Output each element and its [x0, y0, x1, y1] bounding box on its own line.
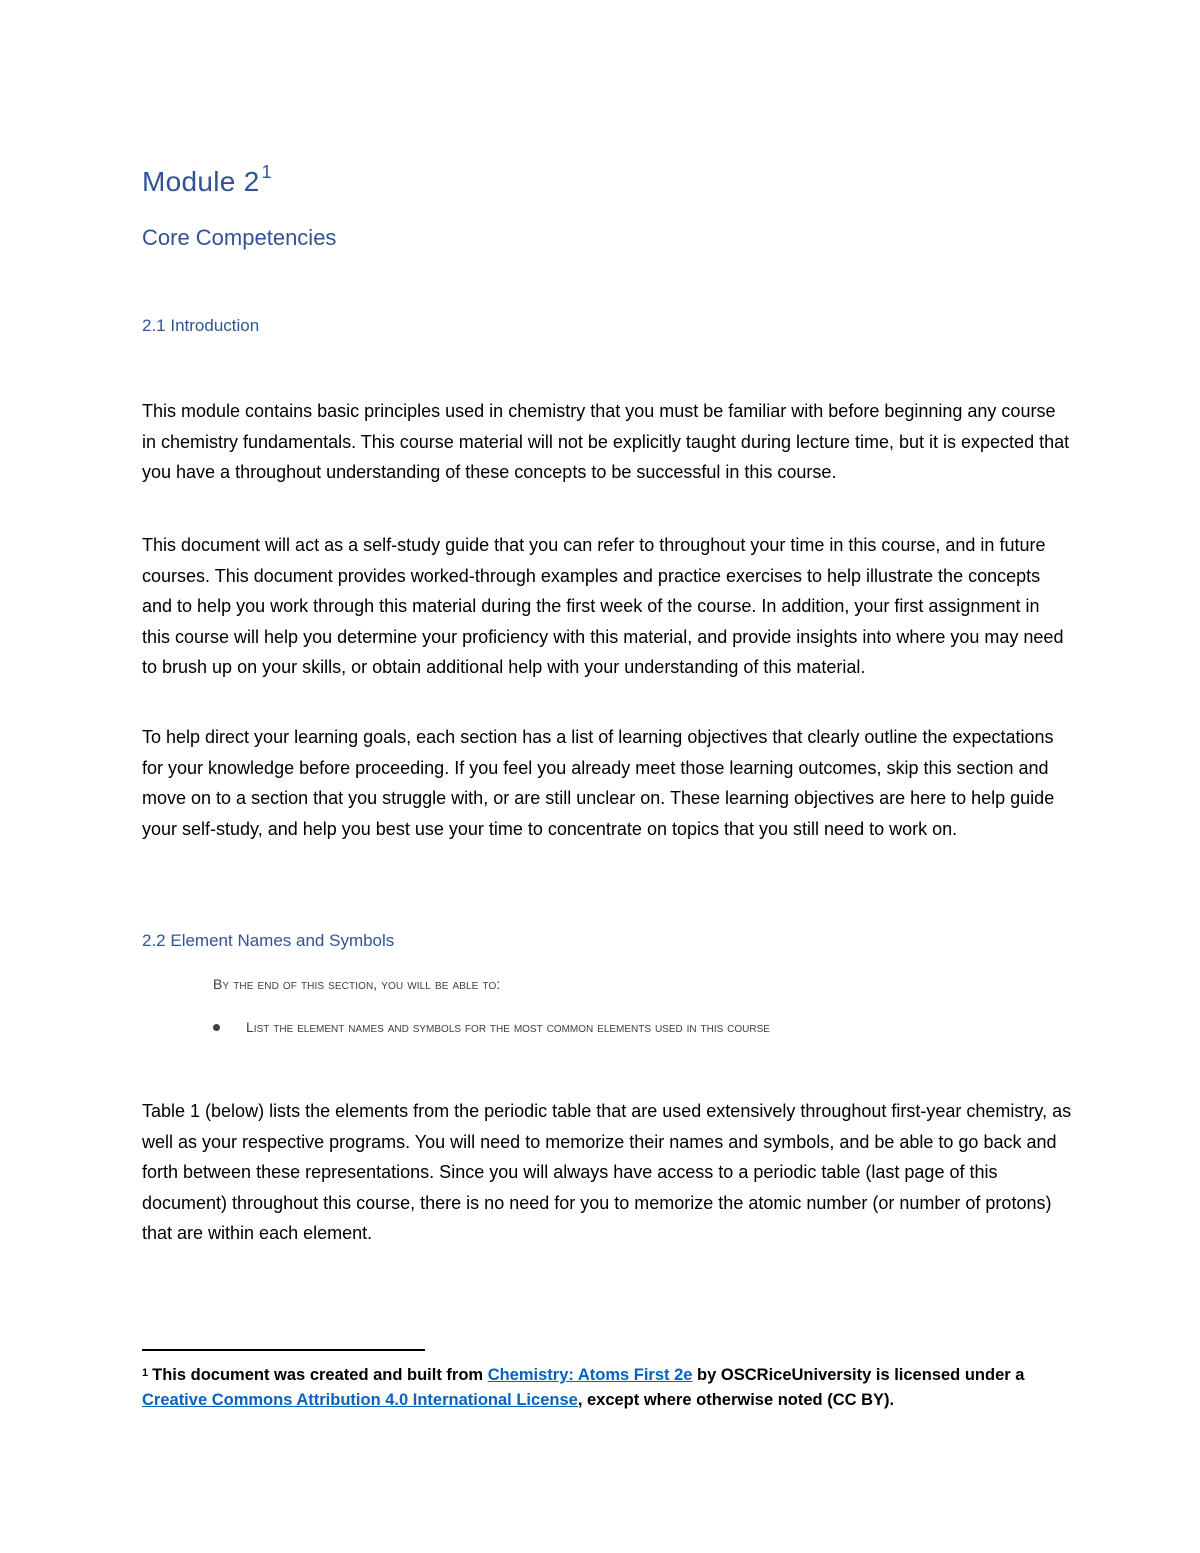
footnote-ref: 1 [142, 1367, 149, 1379]
module-title [142, 162, 272, 198]
footnote-separator [142, 1349, 425, 1351]
objective-list-item [213, 1019, 770, 1035]
intro-paragraph-1: This module contains basic principles used in chemistry that you must be familiar with before beginning any course in chemistry fundamentals. This course material will not be explicitly taught during lecture time, but it is expected that you have a throughout understanding of these concepts to be successful in this course. [142, 401, 1070, 482]
section-heading-introduction: 2.1 Introduction [142, 316, 260, 335]
objective-text: List the element names and symbols for the most common elements used in this course [246, 1019, 770, 1035]
footnote-text-3: , except where otherwise noted (CC BY). [577, 1391, 895, 1409]
intro-paragraph-3: To help direct your learning goals, each section has a list of learning objectives that clearly outline the expectations for your knowledge before proceeding. If you feel you already meet those learning outcomes, skip this section and move on to a section that you struggle with, or are still unclear on. These learning objectives are here to help guide your self-study, and help you best use your time to concentrate on topics that you still need to work on. [142, 727, 1055, 839]
section-heading-element-names: 2.2 Element Names and Symbols [142, 931, 395, 950]
chemistry-atoms-first-link[interactable]: Chemistry: Atoms First 2e [487, 1366, 693, 1384]
footnote-text-2: by OSCRiceUniversity is licensed under a [692, 1366, 1025, 1384]
title-footnote-ref[interactable]: 1 [261, 162, 272, 182]
bullet-icon [213, 1024, 220, 1031]
footnote [142, 1363, 1042, 1413]
module-title-text: Module 2 [142, 166, 260, 197]
intro-paragraph-2: This document will act as a self-study guide that you can refer to throughout your time in this course, and in future courses. This document provides worked-through examples and practice exercises to help illustrate the concepts and to help you work through this material during the first week of the course. In addition, your first assignment in this course will help you determine your proficiency with this material, and provide insights into where you may need to brush up on your skills, or obtain additional help with your understanding of this material. [142, 535, 1064, 677]
element-names-paragraph: Table 1 (below) lists the elements from the periodic table that are used extensively throughout first-year chemistry, as well as your respective programs. You will need to memorize their names and symbols, and be able to go back and forth between these representations. Since you will always have access to a periodic table (last page of this document) throughout this course, there is no need for you to memorize the atomic number (or number of protons) that are within each element. [142, 1101, 1072, 1243]
footnote-text-1: This document was created and built from [152, 1366, 488, 1384]
objectives-intro: By the end of this section, you will be able to: [213, 976, 501, 992]
cc-license-link[interactable]: Creative Commons Attribution 4.0 International License [142, 1391, 578, 1409]
module-subtitle: Core Competencies [142, 225, 337, 250]
